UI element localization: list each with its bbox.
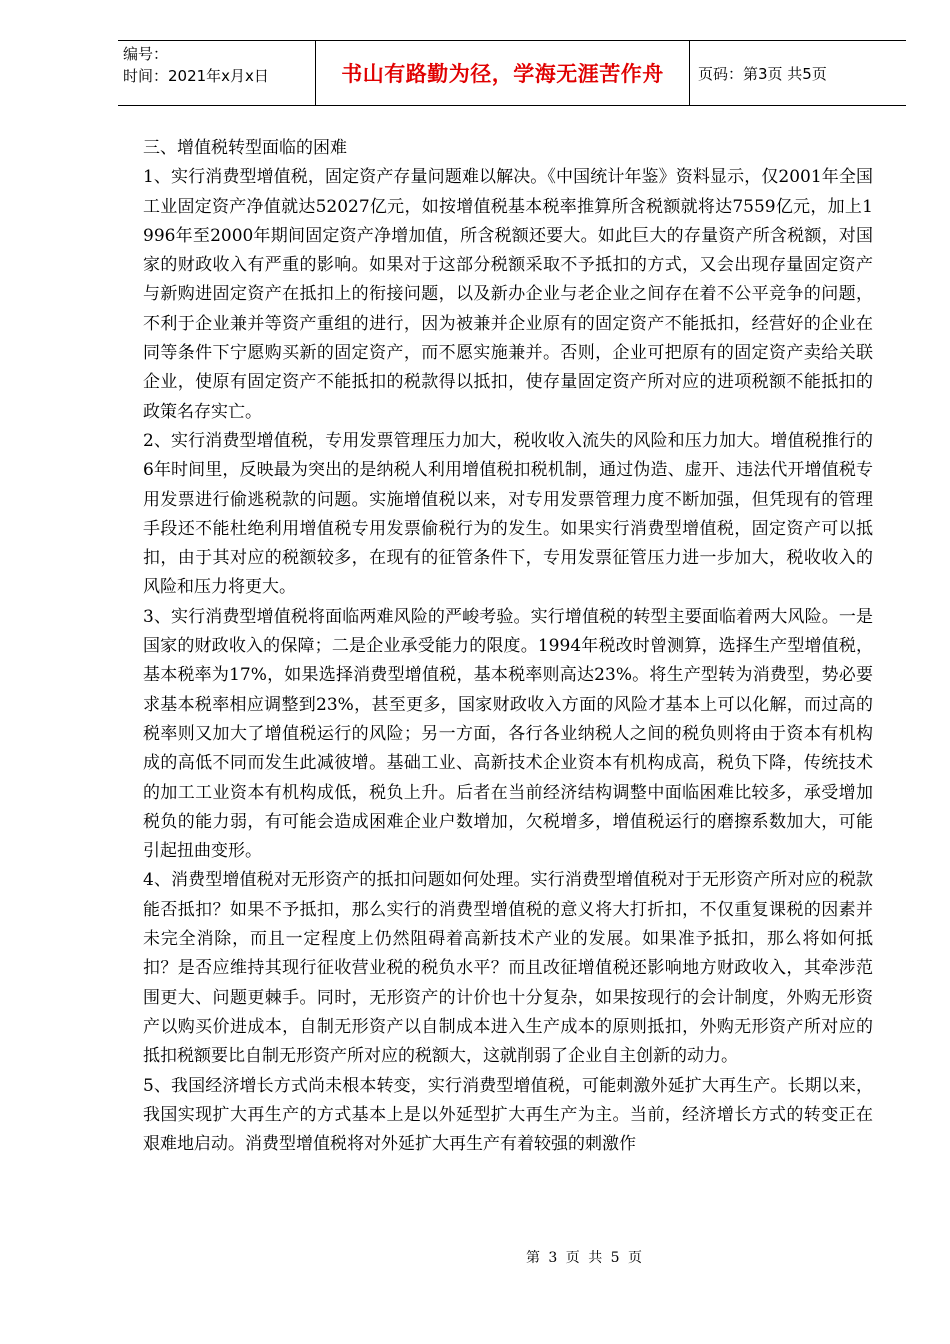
header-left-cell	[118, 41, 316, 105]
page-header	[118, 40, 906, 106]
document-body	[143, 134, 873, 1159]
paragraph-4: 4、消费型增值税对无形资产的抵扣问题如何处理。实行消费型增值税对于无形资产所对应的税款能否抵扣？如果不予抵扣，那么实行的消费型增值税的意义将大打折扣，不仅重复课税的因素并未完全消除，而且一定程度上仍然阻碍着高新技术产业的发展。如果准予抵扣，那么将如何抵扣？是否应维持其现行征收营业税的税负水平？而且改征增值税还影响地方财政收入，其牵涉范围更大、问题更棘手。同时，无形资产的计价也十分复杂，如果按现行的会计制度，外购无形资产以购买价进成本，自制无形资产以自制成本进入生产成本的原则抵扣，外购无形资产所对应的抵扣税额要比自制无形资产所对应的税额大，这就削弱了企业自主创新的动力。	[143, 870, 873, 1067]
paragraph-5: 5、我国经济增长方式尚未根本转变，实行消费型增值税，可能刺激外延扩大再生产。长期以来，我国实现扩大再生产的方式基本上是以外延型扩大再生产为主。当前，经济增长方式的转变正在艰难地启动。消费型增值税将对外延扩大再生产有着较强的刺激作	[143, 1075, 873, 1155]
time-label: 时间：2021年x月x日	[123, 67, 269, 85]
header-motto: 书山有路勤为径，学海无涯苦作舟	[316, 41, 690, 105]
header-page-info: 页码：第3页 共5页	[698, 64, 827, 83]
paragraph-1: 1、实行消费型增值税，固定资产存量问题难以解决。《中国统计年鉴》资料显示，仅2001年全国工业固定资产净值就达52027亿元，如按增值税基本税率推算所含税额就将达7559亿元，加上1996年至2000年期间固定资产净增加值，所含税额还要大。如此巨大的存量资产所含税额，对国家的财政收入有严重的影响。如果对于这部分税额采取不予抵扣的方式，又会出现存量固定资产与新购进固定资产在抵扣上的衔接问题，以及新办企业与老企业之间存在着不公平竞争的问题，不利于企业兼并等资产重组的进行，因为被兼并企业原有的固定资产不能抵扣，经营好的企业在同等条件下宁愿购买新的固定资产，而不愿实施兼并。否则，企业可把原有的固定资产卖给关联企业，使原有固定资产不能抵扣的税款得以抵扣，使存量固定资产所对应的进项税额不能抵扣的政策名存实亡。	[143, 167, 873, 422]
paragraph-3: 3、实行消费型增值税将面临两难风险的严峻考验。实行增值税的转型主要面临着两大风险。一是国家的财政收入的保障；二是企业承受能力的限度。1994年税改时曾测算，选择生产型增值税，基本税率为17%，如果选择消费型增值税，基本税率则高达23%。将生产型转为消费型，势必要求基本税率相应调整到23%，甚至更多，国家财政收入方面的风险才基本上可以化解，而过高的税率则又加大了增值税运行的风险；另一方面，各行各业纳税人之间的税负则将由于资本有机构成的高低不同而发生此减彼增。基础工业、高新技术企业资本有机构成高，税负下降，传统技术的加工工业资本有机构成低，税负上升。后者在当前经济结构调整中面临困难比较多，承受增加税负的能力弱，有可能会造成困难企业户数增加，欠税增多，增值税运行的磨擦系数加大，可能引起扭曲变形。	[143, 606, 873, 862]
section-heading: 三、增值税转型面临的困难	[143, 138, 347, 158]
paragraph-2: 2、实行消费型增值税，专用发票管理压力加大，税收收入流失的风险和压力加大。增值税推行的6年时间里，反映最为突出的是纳税人利用增值税扣税机制，通过伪造、虚开、违法代开增值税专用发票进行偷逃税款的问题。实施增值税以来，对专用发票管理力度不断加强，但凭现有的管理手段还不能杜绝利用增值税专用发票偷税行为的发生。如果实行消费型增值税，固定资产可以抵扣，由于其对应的税额较多，在现有的征管条件下，专用发票征管压力进一步加大，税收收入的风险和压力将更大。	[143, 430, 873, 598]
number-label: 编号：	[123, 45, 169, 63]
page-footer: 第 3 页 共 5 页	[525, 1250, 645, 1266]
